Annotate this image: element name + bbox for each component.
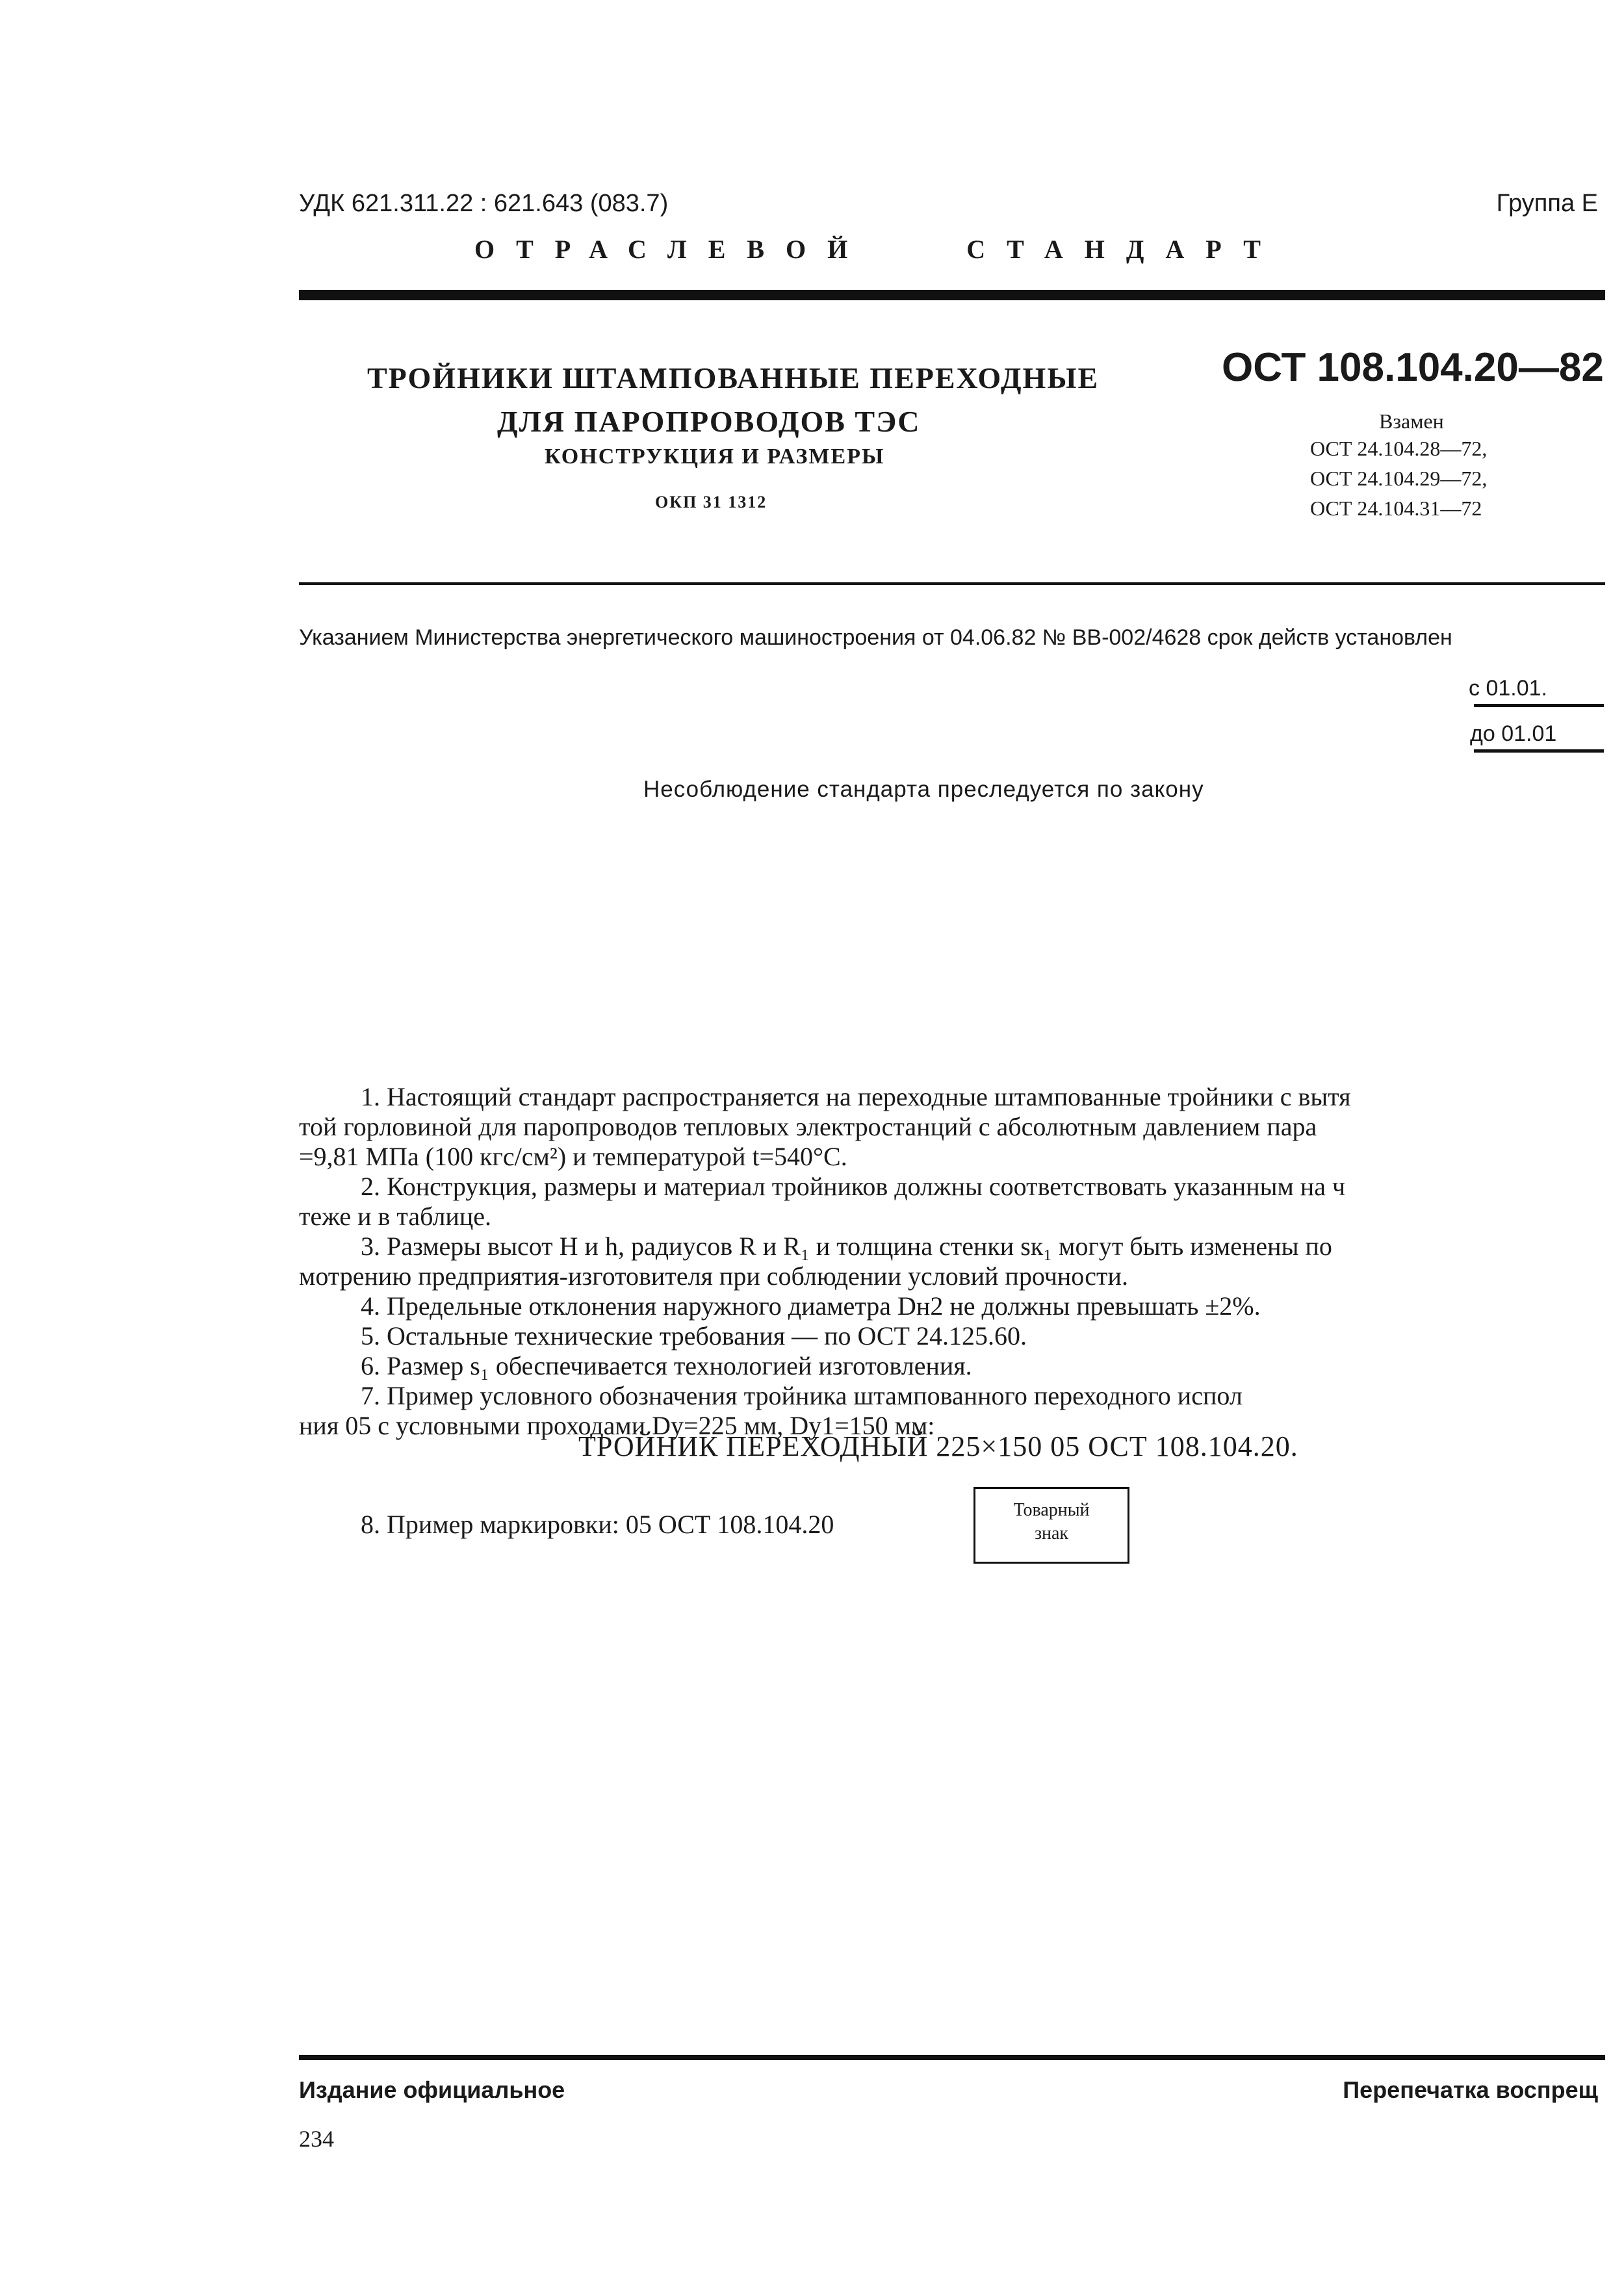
replaced-standard: ОСТ 24.104.28—72, (1310, 437, 1488, 460)
paragraph-line: мотрению предприятия-изготовителя при соблюдении условий прочности. (299, 1261, 1128, 1291)
paragraph-line: 7. Пример условного обозначения тройника штампованного переходного испол (361, 1381, 1243, 1410)
page-number: 234 (299, 2126, 334, 2152)
trademark-line-1: Товарный (1013, 1500, 1090, 1520)
title-line-2: ДЛЯ ПАРОПРОВОДОВ ТЭС (497, 405, 921, 438)
footer-official-edition: Издание официальное (299, 2076, 565, 2103)
paragraph-line: 4. Предельные отклонения наружного диаметра Dн2 не должны превышать ±2%. (361, 1291, 1261, 1321)
paragraph-line: 1. Настоящий стандарт распространяется на переходные штампованные тройники с вытя (361, 1082, 1351, 1111)
standard-number: ОСТ 108.104.20—82 (1222, 345, 1604, 390)
header-rule (299, 290, 1605, 300)
paragraph-line: 5. Остальные технические требования — по ОСТ 24.125.60. (361, 1321, 1027, 1350)
heading-right: СТАНДАРТ (966, 235, 1282, 264)
paragraph-3 (299, 1232, 1605, 1291)
paragraph-6 (299, 1351, 1605, 1381)
replaces-label: Взамен (1379, 409, 1444, 433)
paragraph-5 (299, 1321, 1605, 1351)
marking-example: 8. Пример маркировки: 05 ОСТ 108.104.20 (361, 1510, 834, 1539)
paragraph-line: теже и в таблице. (299, 1202, 491, 1231)
title-line-3: КОНСТРУКЦИЯ И РАЗМЕРЫ (545, 445, 885, 469)
date-to: до 01.01 (1470, 721, 1557, 746)
udk-code: УДК 621.311.22 : 621.643 (083.7) (299, 190, 669, 217)
paragraph-line: ния 05 с условными проходами Dу=225 мм, Dу1=150 мм: (299, 1411, 935, 1440)
paragraph-line: 3. Размеры высот H и h, радиусов R и R₁ и толщина стенки sк₁ могут быть изменены по (361, 1232, 1332, 1261)
replaced-standard: ОСТ 24.104.29—72, (1310, 467, 1488, 490)
footer-rule (299, 2055, 1605, 2060)
date-from-underline (1474, 704, 1604, 707)
paragraph-line: 2. Конструкция, размеры и материал тройников должны соответствовать указанным на ч (361, 1172, 1346, 1201)
paragraph-2 (299, 1172, 1605, 1232)
trademark-line-2: знак (1034, 1523, 1069, 1544)
okp-code: ОКП 31 1312 (655, 493, 767, 511)
instruction-text: Указанием Министерства энергетического машиностроения от 04.06.82 № ВВ-002/4628 срок действ установлен (299, 625, 1452, 650)
heading-left: ОТРАСЛЕВОЙ (474, 235, 870, 264)
date-from: с 01.01. (1469, 676, 1547, 701)
replaced-standard: ОСТ 24.104.31—72 (1310, 497, 1482, 520)
title-rule (299, 582, 1605, 585)
group-label: Группа Е (1496, 190, 1598, 217)
legal-notice: Несоблюдение стандарта преследуется по закону (643, 777, 1204, 802)
footer-reprint-notice: Перепечатка воспрещ (1343, 2076, 1598, 2103)
date-to-underline (1474, 749, 1604, 753)
title-line-1: ТРОЙНИКИ ШТАМПОВАННЫЕ ПЕРЕХОДНЫЕ (367, 361, 1100, 394)
paragraph-4 (299, 1291, 1605, 1321)
designation-example: ТРОЙНИК ПЕРЕХОДНЫЙ 225×150 05 ОСТ 108.104.20. (578, 1430, 1298, 1462)
paragraph-line: 6. Размер s₁ обеспечивается технологией изготовления. (361, 1351, 972, 1380)
paragraph-line: =9,81 МПа (100 кгс/см²) и температурой t=540°C. (299, 1142, 847, 1171)
trademark-box (973, 1487, 1129, 1564)
document-type-heading (474, 234, 1380, 265)
paragraph-1 (299, 1082, 1605, 1172)
paragraph-line: той горловиной для паропроводов тепловых электростанций с абсолютным давлением пара (299, 1112, 1317, 1141)
